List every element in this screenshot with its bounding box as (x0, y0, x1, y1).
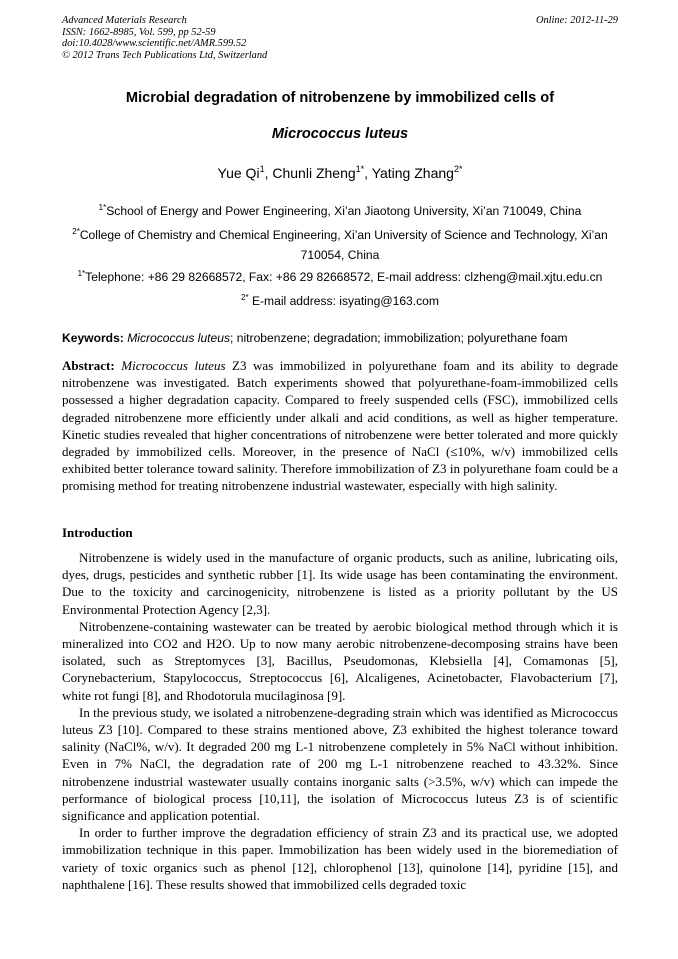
affiliation-1 (62, 201, 618, 221)
author-mark: 1* (355, 164, 365, 174)
keywords-list: ; nitrobenzene; degradation; immobilization; polyurethane foam (230, 331, 568, 345)
contact-text: Telephone: +86 29 82668572, Fax: +86 29 82668572, E-mail address: clzheng@mail.xjtu.edu.cn (85, 270, 603, 284)
keywords-label: Keywords: (62, 331, 124, 345)
keywords (62, 331, 618, 345)
author-separator: , (264, 165, 273, 181)
affiliation-2 (62, 225, 618, 265)
paragraph: Nitrobenzene-containing wastewater can be treated by aerobic biological method through which it is mineralized into CO2 and H2O. Up to now many aerobic nitrobenzene-decomposing strains have been isolated, such as Streptomyces [3], Bacillus, Pseudomonas, Klebsiella [4], Comamonas [5], Corynebacterium, Stapylococcus, Streptococcus [6], Alcaligenes, Acinetobacter, Flavobacterium [7], white rot fungi [8], and Rhodotorula mucilaginosa [9]. (62, 618, 618, 703)
affiliation-text: College of Chemistry and Chemical Engineering, Xi’an University of Science and Technology, Xi’an 710054, China (79, 228, 608, 262)
affiliation-mark: 1* (77, 269, 86, 278)
issn-line: ISSN: 1662-8985, Vol. 599, pp 52-59 (62, 26, 216, 38)
paper-title-line-2: Micrococcus luteus (271, 126, 409, 142)
affiliation-mark: 1* (98, 203, 107, 212)
abstract-species: Micrococcus luteus (121, 358, 226, 373)
copyright-line: © 2012 Trans Tech Publications Ltd, Switzerland (62, 49, 268, 61)
abstract-text: Z3 was immobilized in polyurethane foam and its ability to degrade nitrobenzene was investigated. Batch experiments showed that polyurethane-foam-immobilized cells possessed a higher degradation capacity. Compared to freely suspended cells (FSC), immobilized cells degraded nitrobenzene more efficiently under alkali and acid conditions, as well as higher temperature. Kinetic studies revealed that higher concentrations of nitrobenzene were better tolerated and more quickly degraded by immobilized cells. Moreover, in the presence of NaCl (≤10%, w/v) immobilized cells exhibited better tolerance toward salinity. Therefore immobilization of Z3 in polyurethane foam could be a promising method for treating nitrobenzene industrial wastewater, especially with high salinity. (62, 358, 619, 494)
author-list (62, 165, 618, 181)
journal-name: Advanced Materials Research (62, 15, 187, 26)
author-mark: 2* (453, 164, 463, 174)
doi-line: doi:10.4028/www.scientific.net/AMR.599.52 (62, 38, 247, 50)
paper-title-line-1: Microbial degradation of nitrobenzene by immobilized cells of (125, 90, 555, 106)
paragraph: In order to further improve the degradation efficiency of strain Z3 and its practical use, we adopted immobilization technique in this paper. Immobilization has been widely used in the bioremediation of variety of toxic organics such as phenol [12], chlorophenol [13], quinolone [14], pyridine [15], and naphthalene [16]. These results showed that immobilized cells degraded toxic (62, 825, 618, 892)
keyword-species: Micrococcus luteus (127, 331, 231, 345)
contact-telephone (62, 267, 618, 287)
author-separator: , (364, 165, 372, 181)
author-name: Yating Zhang (371, 165, 454, 181)
online-date: Online: 2012-11-29 (535, 15, 618, 26)
introduction-body (62, 549, 618, 893)
abstract-label: Abstract: (62, 358, 115, 373)
affiliation-mark: 2* (241, 293, 249, 302)
author-mark: 1 (259, 164, 265, 174)
section-heading: Introduction (62, 525, 133, 540)
affiliation-text: School of Energy and Power Engineering, Xi’an Jiaotong University, Xi’an 710049, China (106, 204, 582, 218)
author-name: Yue Qi (217, 165, 260, 181)
author-name: Chunli Zheng (272, 165, 356, 181)
affiliation-mark: 2* (72, 227, 80, 236)
publication-header (62, 15, 618, 61)
abstract (62, 357, 618, 495)
paragraph: In the previous study, we isolated a nitrobenzene-degrading strain which was identified as Micrococcus luteus Z3 [10]. Compared to these strains mentioned above, Z3 exhibited the highest tolerance toward salinity (NaCl%, w/v). It degraded 200 mg L-1 nitrobenzene completely in 5% NaCl without inhibition. Even in 7% NaCl, the degradation rate of 200 mg L-1 nitrobenzene reached to 43.32%. Since nitrobenzene industrial wastewater usually contains inorganic salts (>3.5%, w/v) which can impede the performance of biological process [10,11], the isolation of Micrococcus luteus Z3 is of scientific significance and application potential. (62, 704, 618, 824)
paragraph: Nitrobenzene is widely used in the manufacture of organic products, such as aniline, lubricating oils, dyes, drugs, pesticides and synthetic rubber [1]. Its wide usage has been contaminating the environment. Due to the toxicity and carcinogenicity, nitrobenzene is listed as a priority pollutant by the US Environmental Protection Agency [2,3]. (62, 550, 618, 617)
contact-email (62, 291, 618, 311)
contact-text: E-mail address: isyating@163.com (248, 294, 439, 308)
